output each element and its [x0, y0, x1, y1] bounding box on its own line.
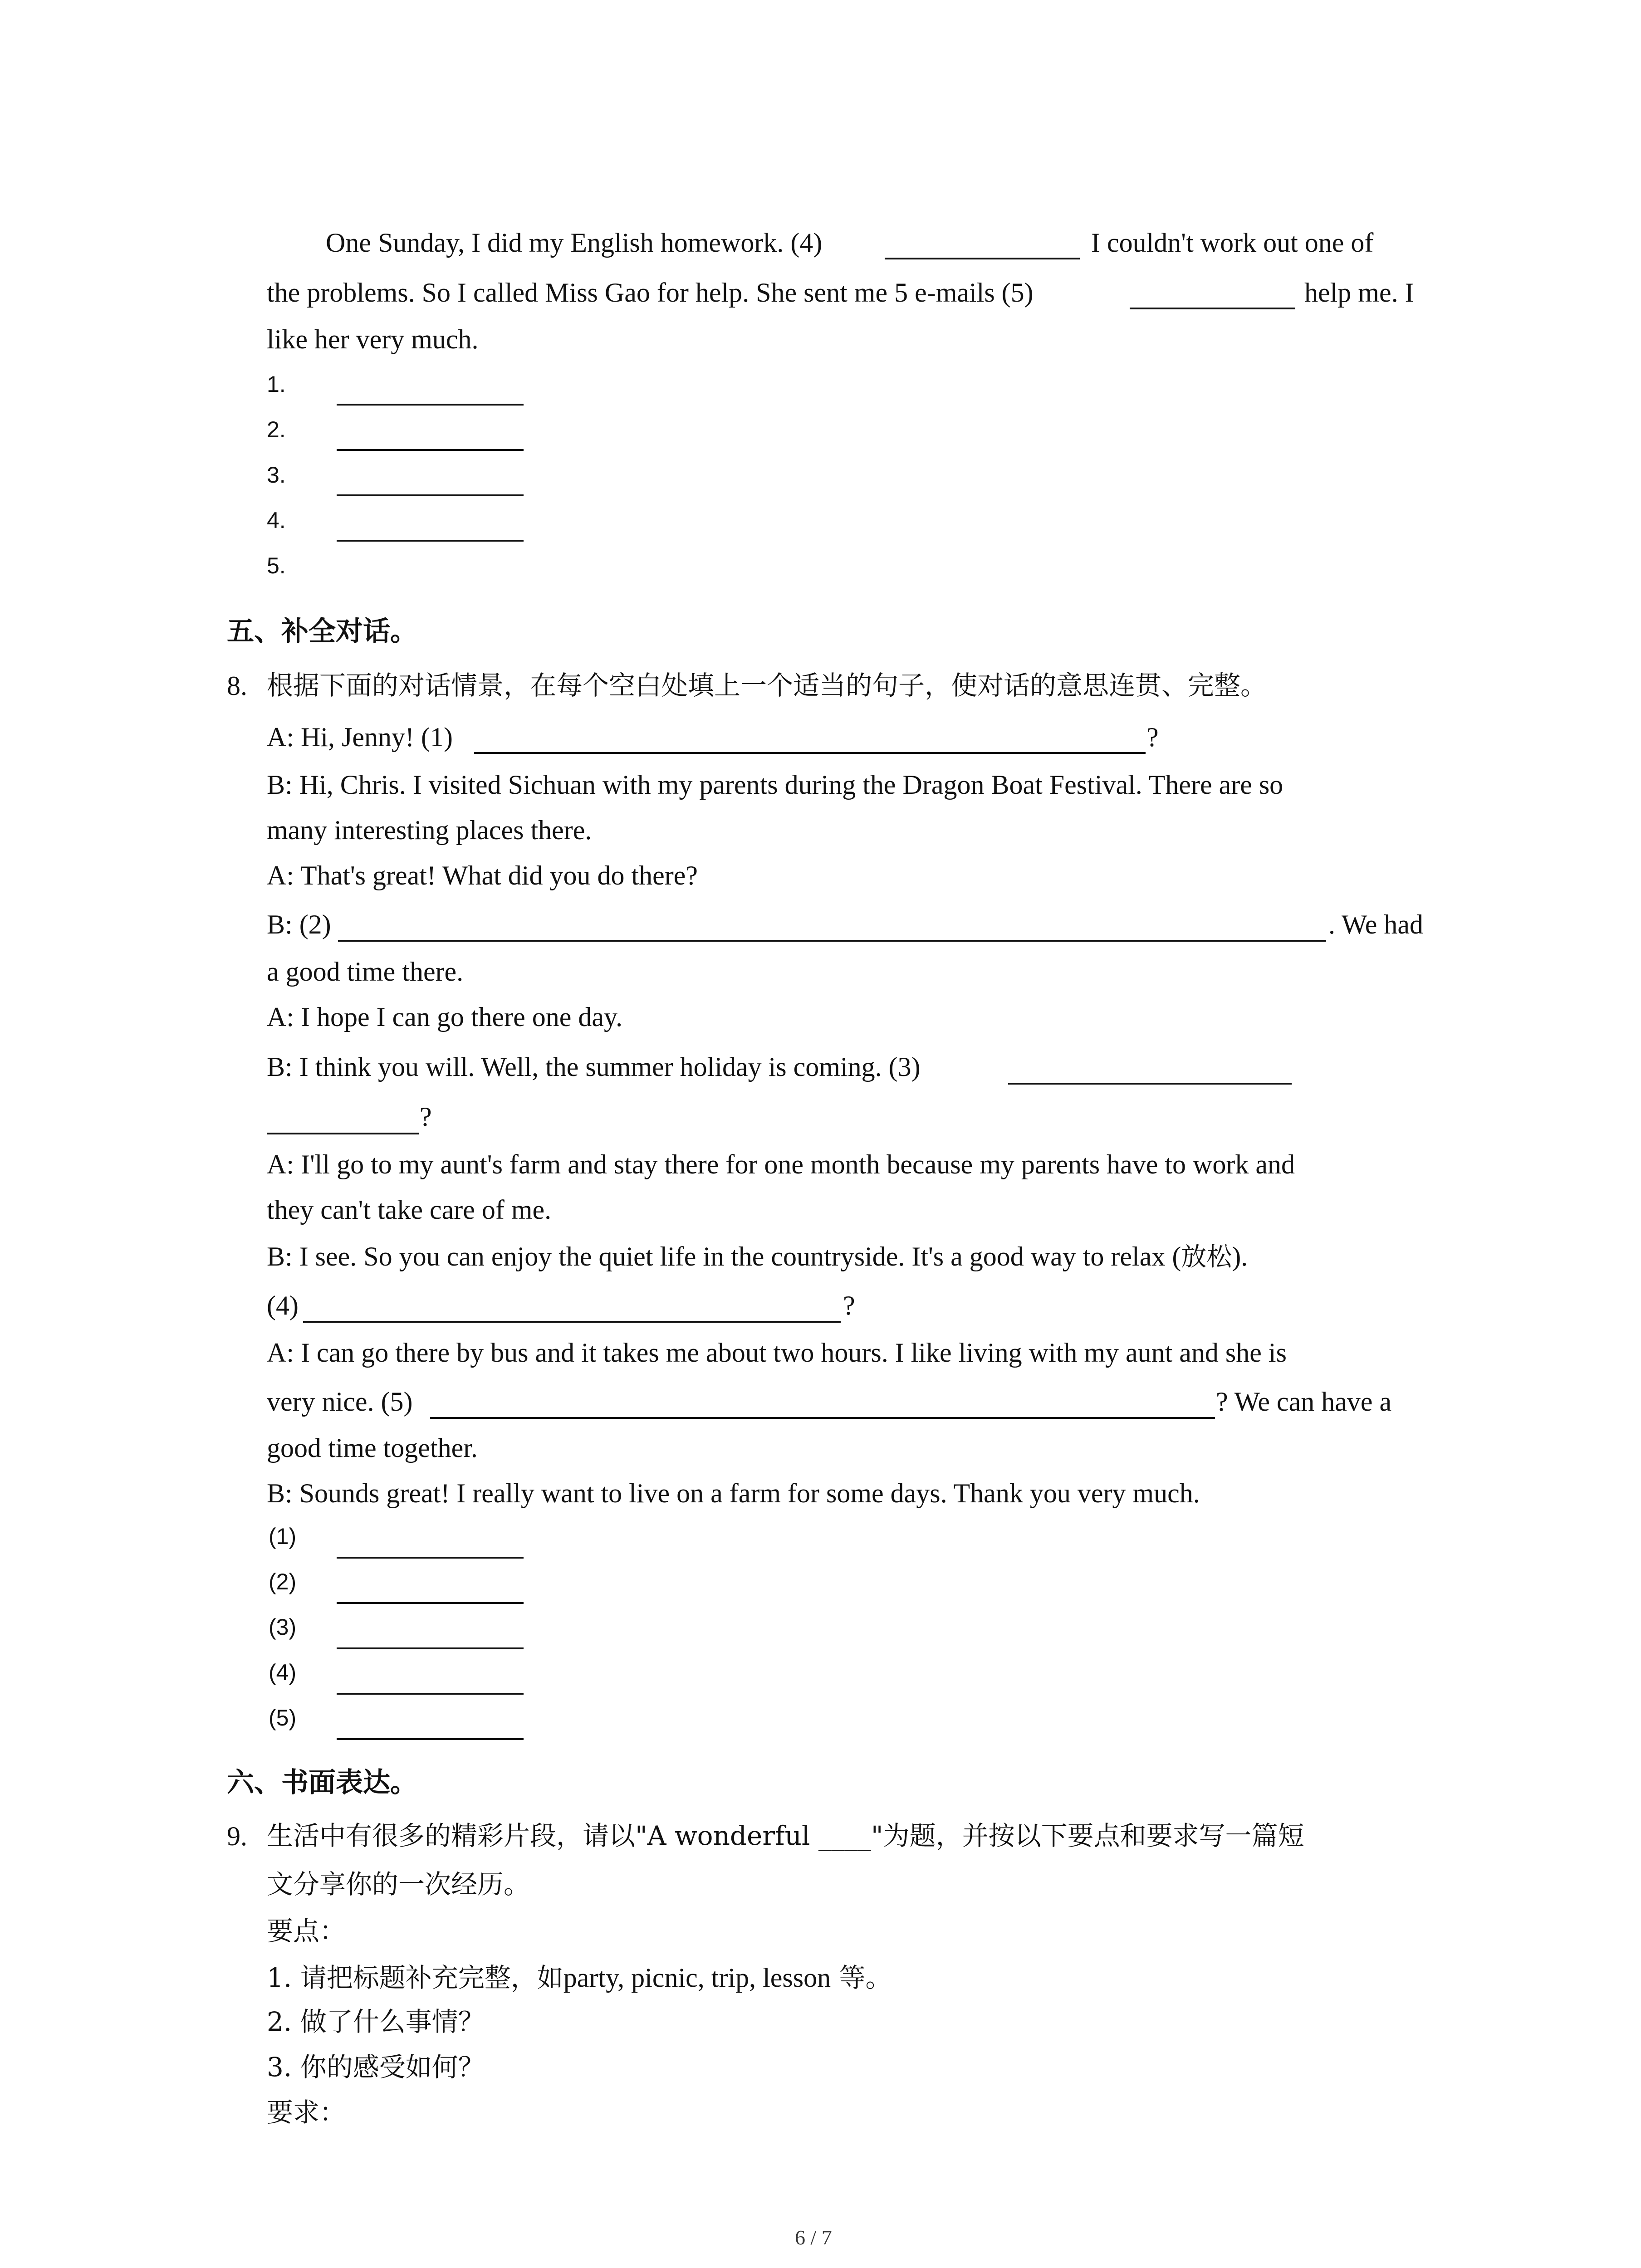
dialog-line-13a: (4) — [267, 1290, 299, 1320]
point-1-examples: party, picnic, trip, lesson — [563, 1963, 831, 1993]
dialog-line-5b: . We had — [1328, 909, 1424, 939]
answer2-line-3[interactable] — [337, 1647, 524, 1649]
dialog-line-5a: B: (2) — [267, 909, 331, 939]
point-2: 2. 做了什么事情？ — [267, 2006, 485, 2037]
section-5-heading: 五、补全对话。 — [227, 616, 417, 647]
dialog-line-1a: A: Hi, Jenny! (1) — [267, 722, 453, 752]
dialog-blank-4[interactable] — [303, 1321, 841, 1323]
answer-line-1[interactable] — [337, 404, 524, 406]
section-6-heading: 六、书面表达。 — [227, 1767, 417, 1799]
points-label: 要点： — [267, 1916, 346, 1946]
answer2-line-4[interactable] — [337, 1693, 524, 1695]
dialog-line-15b: ? We can have a — [1216, 1387, 1392, 1417]
answer2-label-1: (1) — [269, 1524, 297, 1549]
page-number: 6 / 7 — [795, 2226, 832, 2249]
answer-label-3: 3. — [267, 462, 286, 488]
dialog-line-9: ? — [420, 1102, 432, 1132]
question-8-number: 8. — [227, 671, 247, 701]
dialog-blank-1[interactable] — [474, 752, 1146, 754]
dialog-blank-3b[interactable] — [267, 1133, 419, 1134]
question-9-text-a: 生活中有很多的精彩片段，请以"A wonderful ____"为题，并按以下要点和要求写一篇短 — [267, 1820, 1304, 1851]
question-8-text: 根据下面的对话情景，在每个空白处填上一个适当的句子，使对话的意思连贯、完整。 — [267, 670, 1267, 701]
dialog-line-11: they can't take care of me. — [267, 1195, 552, 1225]
dialog-line-17: B: Sounds great! I really want to live on a farm for some days. Thank you very much. — [267, 1478, 1200, 1508]
dialog-line-8: B: I think you will. Well, the summer holiday is coming. (3) — [267, 1052, 921, 1082]
passage-line-3: like her very much. — [267, 324, 479, 354]
dialog-line-6: a good time there. — [267, 957, 464, 987]
answer2-label-3: (3) — [269, 1614, 297, 1640]
answer-line-3[interactable] — [337, 494, 524, 496]
point-1a: 1. 请把标题补充完整，如 — [267, 1962, 563, 1993]
dialog-blank-3a[interactable] — [1008, 1083, 1292, 1085]
dialog-line-4: A: That's great! What did you do there? — [267, 860, 698, 890]
dialog-line-15a: very nice. (5) — [267, 1387, 413, 1417]
dialog-line-2: B: Hi, Chris. I visited Sichuan with my parents during the Dragon Boat Festival. There are so — [267, 770, 1283, 800]
answer-line-2[interactable] — [337, 449, 524, 451]
passage-line-2a: the problems. So I called Miss Gao for help. She sent me 5 e-mails (5) — [267, 278, 1034, 308]
answer-label-5: 5. — [267, 553, 286, 578]
point-1 — [267, 1964, 892, 1991]
answer-label-1: 1. — [267, 371, 286, 397]
answer-label-4: 4. — [267, 508, 286, 533]
answer2-line-2[interactable] — [337, 1602, 524, 1604]
dialog-blank-2[interactable] — [338, 940, 1326, 942]
dialog-line-1b: ? — [1146, 722, 1159, 752]
dialog-blank-5[interactable] — [430, 1417, 1215, 1419]
dialog-line-3: many interesting places there. — [267, 815, 592, 845]
answer-line-4[interactable] — [337, 540, 524, 542]
passage-line-2b: help me. I — [1304, 278, 1414, 308]
blank-4[interactable] — [885, 258, 1080, 259]
requirements-label: 要求： — [267, 2097, 346, 2128]
passage-line-1a: One Sunday, I did my English homework. (4) — [326, 228, 823, 258]
dialog-line-14: A: I can go there by bus and it takes me about two hours. I like living with my aunt and she is — [267, 1338, 1287, 1368]
dialog-line-12a: B: I see. So you can enjoy the quiet life in the countryside. It's a good way to relax ( — [267, 1242, 1181, 1271]
dialog-line-12-chinese: 放松 — [1181, 1242, 1232, 1272]
question-9-text-b: 文分享你的一次经历。 — [267, 1869, 530, 1900]
answer2-line-1[interactable] — [337, 1557, 524, 1559]
answer2-label-5: (5) — [269, 1705, 297, 1730]
answer2-label-4: (4) — [269, 1660, 297, 1685]
dialog-line-7: A: I hope I can go there one day. — [267, 1002, 623, 1032]
dialog-line-16: good time together. — [267, 1433, 478, 1463]
blank-5[interactable] — [1130, 308, 1295, 309]
answer2-label-2: (2) — [269, 1569, 297, 1594]
point-3: 3. 你的感受如何？ — [267, 2052, 485, 2082]
question-9-number: 9. — [227, 1821, 247, 1851]
dialog-line-12b: ). — [1232, 1242, 1248, 1271]
dialog-line-13b: ? — [843, 1290, 855, 1320]
passage-line-1b: I couldn't work out one of — [1091, 228, 1374, 258]
dialog-line-12 — [267, 1243, 1248, 1270]
point-1c: 等。 — [831, 1962, 892, 1993]
answer-label-2: 2. — [267, 417, 286, 442]
answer2-line-5[interactable] — [337, 1738, 524, 1740]
dialog-line-10: A: I'll go to my aunt's farm and stay there for one month because my parents have to work and — [267, 1149, 1295, 1179]
